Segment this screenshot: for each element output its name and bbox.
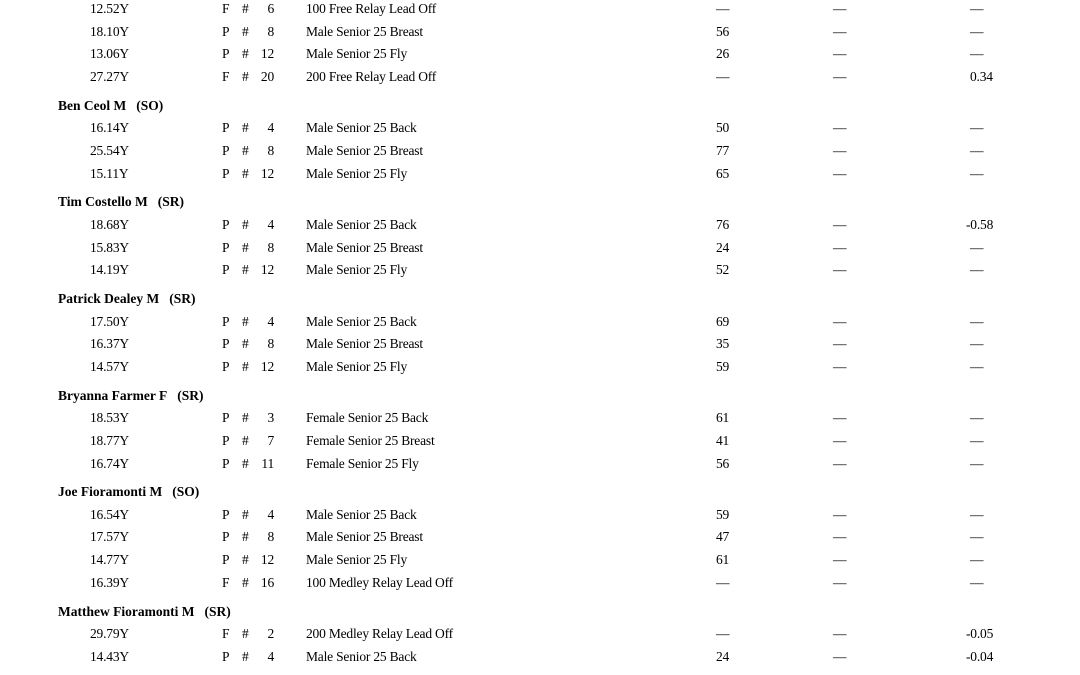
hash-symbol: # xyxy=(242,120,249,136)
event-name: Male Senior 25 Breast xyxy=(306,143,423,158)
event-number: 8 xyxy=(267,143,274,158)
entry-time: 16.39Y xyxy=(90,574,129,590)
entry-col-a: — xyxy=(833,216,847,232)
event-name: Male Senior 25 Fly xyxy=(306,46,408,62)
athlete-name: Joe Fioramonti M xyxy=(58,484,163,500)
event-number: 4 xyxy=(267,648,274,664)
entry-col-a: — xyxy=(833,506,847,522)
entry-place: 56 xyxy=(716,455,730,471)
entry-time: 14.43Y xyxy=(90,648,129,664)
event-number: 8 xyxy=(267,23,274,39)
entry-row xyxy=(0,140,1080,162)
event-number: 4 xyxy=(267,216,274,232)
entry-type: F xyxy=(222,626,230,641)
event-name: 200 Free Relay Lead Off xyxy=(306,69,437,85)
event-number: 4 xyxy=(267,120,274,136)
entry-row xyxy=(0,623,1080,645)
hash-symbol: # xyxy=(242,648,249,664)
entry-col-a: — xyxy=(833,410,847,426)
entry-row xyxy=(0,526,1080,548)
hash-symbol: # xyxy=(242,574,249,590)
hash-symbol: # xyxy=(242,358,249,374)
event-name: Male Senior 25 Back xyxy=(306,648,417,664)
entry-row xyxy=(0,572,1080,594)
entry-col-b: — xyxy=(970,529,984,545)
event-number: 12 xyxy=(260,46,274,62)
entry-col-b: 0.34 xyxy=(970,69,993,85)
hash-symbol: # xyxy=(242,23,249,39)
entry-type: P xyxy=(222,313,230,329)
entry-type: P xyxy=(222,506,230,522)
entry-place: — xyxy=(716,626,730,641)
entry-col-b: — xyxy=(970,46,984,62)
event-number: 12 xyxy=(260,262,274,278)
entry-type: P xyxy=(222,358,230,374)
entry-col-b: — xyxy=(970,455,984,471)
entry-col-b: — xyxy=(970,1,984,16)
event-name: Male Senior 25 Back xyxy=(306,216,417,232)
entry-col-a: — xyxy=(833,529,847,545)
entry-row xyxy=(0,311,1080,333)
entry-col-b: -0.04 xyxy=(966,648,994,664)
entry-time: 18.77Y xyxy=(90,432,129,448)
entry-time: 14.77Y xyxy=(90,552,129,568)
hash-symbol: # xyxy=(242,262,249,278)
entry-row xyxy=(0,43,1080,65)
entry-row xyxy=(0,333,1080,355)
hash-symbol: # xyxy=(242,336,249,352)
hash-symbol: # xyxy=(242,239,249,255)
event-number: 12 xyxy=(260,552,274,568)
entry-type: P xyxy=(222,120,230,136)
athlete-name: Patrick Dealey M xyxy=(58,291,160,306)
event-number: 2 xyxy=(267,626,274,641)
entry-place: 47 xyxy=(716,529,730,545)
entry-time: 14.57Y xyxy=(90,358,129,374)
hash-symbol: # xyxy=(242,313,249,329)
athlete-name: Bryanna Farmer F xyxy=(58,387,168,403)
entry-col-b: -0.58 xyxy=(966,216,994,232)
entry-col-a: — xyxy=(833,432,847,448)
entry-row xyxy=(0,549,1080,571)
event-number: 8 xyxy=(267,336,274,352)
entry-place: 61 xyxy=(716,410,730,426)
entry-time: 16.54Y xyxy=(90,506,129,522)
entry-row xyxy=(0,356,1080,378)
event-name: Male Senior 25 Back xyxy=(306,120,417,136)
entry-col-b: — xyxy=(970,143,984,158)
entry-row xyxy=(0,21,1080,43)
athlete-header xyxy=(58,385,203,407)
entry-row xyxy=(0,453,1080,475)
athlete-name: Ben Ceol M xyxy=(58,97,127,113)
entry-row xyxy=(0,117,1080,139)
entry-type: P xyxy=(222,336,230,352)
entry-row xyxy=(0,163,1080,185)
event-name: 100 Free Relay Lead Off xyxy=(306,1,437,16)
entry-type: P xyxy=(222,216,230,232)
event-name: Male Senior 25 Breast xyxy=(306,239,423,255)
entry-time: 13.06Y xyxy=(90,46,129,62)
entry-col-a: — xyxy=(833,552,847,568)
entry-type: P xyxy=(222,46,230,62)
entry-row xyxy=(0,430,1080,452)
entry-col-b: — xyxy=(970,552,984,568)
entry-place: 65 xyxy=(716,165,730,181)
event-number: 12 xyxy=(260,358,274,374)
entry-col-a: — xyxy=(833,143,847,158)
entry-type: P xyxy=(222,648,230,664)
entry-time: 29.79Y xyxy=(90,626,129,641)
entry-type: P xyxy=(222,143,230,158)
entry-col-b: — xyxy=(970,506,984,522)
event-number: 8 xyxy=(267,239,274,255)
event-number: 16 xyxy=(260,574,274,590)
entry-time: 17.50Y xyxy=(90,313,129,329)
entry-col-b: — xyxy=(970,336,984,352)
athlete-class: (SO) xyxy=(172,484,200,500)
entry-time: 15.83Y xyxy=(90,239,129,255)
entry-place: 41 xyxy=(716,432,730,448)
athlete-header xyxy=(58,95,163,117)
entry-type: P xyxy=(222,165,230,181)
entry-col-b: — xyxy=(970,574,984,590)
athlete-class: (SR) xyxy=(204,603,231,619)
entry-place: 59 xyxy=(716,358,730,374)
entry-col-b: — xyxy=(970,313,984,329)
entry-row xyxy=(0,259,1080,281)
athlete-header xyxy=(58,288,195,310)
entry-type: P xyxy=(222,529,230,545)
entry-col-b: — xyxy=(970,432,984,448)
event-number: 11 xyxy=(261,455,274,471)
hash-symbol: # xyxy=(242,165,249,181)
event-name: Male Senior 25 Breast xyxy=(306,23,423,39)
entry-col-b: — xyxy=(970,410,984,426)
event-number: 20 xyxy=(260,69,274,85)
event-name: 100 Medley Relay Lead Off xyxy=(306,574,453,590)
entry-col-b: -0.05 xyxy=(966,626,994,641)
hash-symbol: # xyxy=(242,216,249,232)
athlete-class: (SR) xyxy=(157,194,184,210)
entry-time: 12.52Y xyxy=(90,1,129,16)
event-number: 6 xyxy=(267,1,274,16)
event-name: Female Senior 25 Back xyxy=(306,410,429,426)
athlete-name: Tim Costello M xyxy=(58,194,148,210)
entry-col-a: — xyxy=(833,626,847,641)
entry-col-a: — xyxy=(833,358,847,374)
event-name: Male Senior 25 Breast xyxy=(306,529,423,545)
hash-symbol: # xyxy=(242,143,249,158)
event-number: 8 xyxy=(267,529,274,545)
entry-place: — xyxy=(716,574,730,590)
entry-col-a: — xyxy=(833,69,847,85)
event-number: 4 xyxy=(267,313,274,329)
entry-type: P xyxy=(222,455,230,471)
entry-col-a: — xyxy=(833,165,847,181)
hash-symbol: # xyxy=(242,552,249,568)
event-name: Male Senior 25 Fly xyxy=(306,165,408,181)
entry-col-b: — xyxy=(970,23,984,39)
entry-col-b: — xyxy=(970,262,984,278)
entry-type: P xyxy=(222,410,230,426)
entry-col-a: — xyxy=(833,1,847,16)
hash-symbol: # xyxy=(242,455,249,471)
entry-type: F xyxy=(222,69,230,85)
entry-time: 15.11Y xyxy=(90,165,129,181)
entry-row xyxy=(0,407,1080,429)
event-name: Male Senior 25 Breast xyxy=(306,336,423,352)
entry-place: 26 xyxy=(716,46,730,62)
event-name: Male Senior 25 Back xyxy=(306,506,417,522)
entry-place: 59 xyxy=(716,506,730,522)
entry-place: 24 xyxy=(716,239,730,255)
event-name: Male Senior 25 Fly xyxy=(306,552,408,568)
entry-place: 50 xyxy=(716,120,730,136)
entry-type: P xyxy=(222,23,230,39)
event-name: 200 Medley Relay Lead Off xyxy=(306,626,453,641)
event-name: Female Senior 25 Fly xyxy=(306,455,419,471)
entry-time: 18.53Y xyxy=(90,410,129,426)
entry-col-a: — xyxy=(833,262,847,278)
entry-place: 69 xyxy=(716,313,730,329)
event-name: Male Senior 25 Fly xyxy=(306,262,408,278)
entry-col-b: — xyxy=(970,239,984,255)
athlete-class: (SR) xyxy=(177,387,204,403)
entry-col-a: — xyxy=(833,313,847,329)
event-number: 7 xyxy=(267,432,274,448)
entry-col-a: — xyxy=(833,46,847,62)
entry-type: P xyxy=(222,552,230,568)
hash-symbol: # xyxy=(242,46,249,62)
entry-time: 18.68Y xyxy=(90,216,129,232)
entry-time: 27.27Y xyxy=(90,69,129,85)
hash-symbol: # xyxy=(242,432,249,448)
entry-row xyxy=(0,66,1080,88)
athlete-header xyxy=(58,601,231,623)
entry-place: 52 xyxy=(716,262,730,278)
event-number: 4 xyxy=(267,506,274,522)
entry-type: P xyxy=(222,262,230,278)
entry-type: F xyxy=(222,1,230,16)
entry-col-a: — xyxy=(833,455,847,471)
entry-row xyxy=(0,214,1080,236)
athlete-class: (SR) xyxy=(169,291,196,306)
entry-place: 56 xyxy=(716,23,730,39)
entry-col-a: — xyxy=(833,23,847,39)
entry-place: 24 xyxy=(716,648,730,664)
entry-type: P xyxy=(222,432,230,448)
entry-time: 18.10Y xyxy=(90,23,129,39)
event-name: Male Senior 25 Fly xyxy=(306,358,408,374)
event-name: Female Senior 25 Breast xyxy=(306,432,435,448)
entry-place: 61 xyxy=(716,552,730,568)
hash-symbol: # xyxy=(242,529,249,545)
entry-place: 76 xyxy=(716,216,730,232)
entry-place: 35 xyxy=(716,336,730,352)
entry-place: 77 xyxy=(716,143,730,158)
event-number: 3 xyxy=(267,410,274,426)
hash-symbol: # xyxy=(242,69,249,85)
entry-col-a: — xyxy=(833,574,847,590)
entry-type: F xyxy=(222,574,230,590)
event-name: Male Senior 25 Back xyxy=(306,313,417,329)
athlete-name: Matthew Fioramonti M xyxy=(58,603,195,619)
entry-col-a: — xyxy=(833,239,847,255)
entry-col-b: — xyxy=(970,165,984,181)
entry-row xyxy=(0,504,1080,526)
entry-col-b: — xyxy=(970,358,984,374)
entry-place: — xyxy=(716,1,730,16)
entry-time: 16.37Y xyxy=(90,336,129,352)
athlete-class: (SO) xyxy=(136,97,164,113)
entry-row xyxy=(0,237,1080,259)
entry-time: 16.14Y xyxy=(90,120,129,136)
entry-col-a: — xyxy=(833,336,847,352)
entry-col-a: — xyxy=(833,648,847,664)
hash-symbol: # xyxy=(242,626,249,641)
athlete-header xyxy=(58,481,199,503)
entry-col-a: — xyxy=(833,120,847,136)
entry-time: 16.74Y xyxy=(90,455,129,471)
athlete-header xyxy=(58,191,184,213)
entry-time: 17.57Y xyxy=(90,529,129,545)
hash-symbol: # xyxy=(242,1,249,16)
entry-time: 14.19Y xyxy=(90,262,129,278)
entry-row xyxy=(0,646,1080,668)
entry-place: — xyxy=(716,69,730,85)
entry-row xyxy=(0,0,1080,20)
entry-type: P xyxy=(222,239,230,255)
event-number: 12 xyxy=(260,165,274,181)
entry-col-b: — xyxy=(970,120,984,136)
hash-symbol: # xyxy=(242,506,249,522)
entry-time: 25.54Y xyxy=(90,143,129,158)
hash-symbol: # xyxy=(242,410,249,426)
